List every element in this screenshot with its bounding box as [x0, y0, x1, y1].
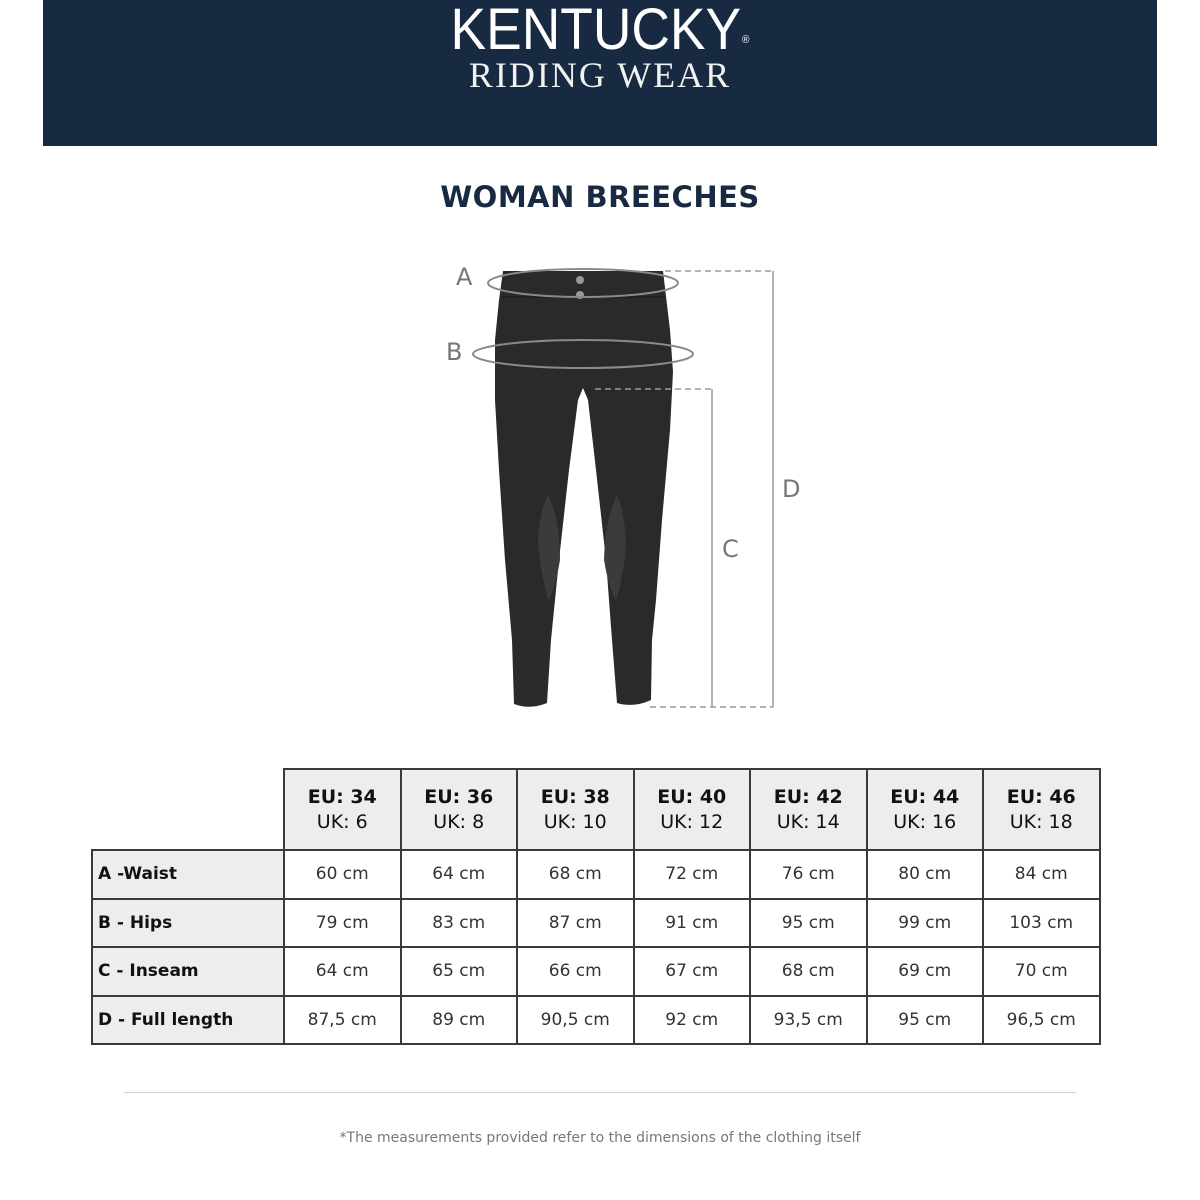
row-label: B - Hips: [92, 899, 284, 948]
table-cell: 76 cm: [750, 850, 867, 899]
knee-grip-right: [604, 495, 626, 600]
table-row-hips: [92, 899, 1100, 948]
table-cell: 83 cm: [401, 899, 518, 948]
label-d: D: [782, 475, 801, 503]
table-cell: 69 cm: [867, 947, 984, 996]
size-column-header: EU: 34 UK: 6: [284, 769, 401, 850]
size-column-header: EU: 42 UK: 14: [750, 769, 867, 850]
footnote: *The measurements provided refer to the dimensions of the clothing itself: [339, 1130, 861, 1146]
table-cell: 99 cm: [867, 899, 984, 948]
table-cell: 90,5 cm: [517, 996, 634, 1045]
size-column-header: EU: 44 UK: 16: [867, 769, 984, 850]
waist-measure-ring: [488, 269, 678, 297]
table-cell: 66 cm: [517, 947, 634, 996]
table-cell: 65 cm: [401, 947, 518, 996]
button-icon: [576, 291, 584, 299]
table-row-full-length: [92, 996, 1100, 1045]
table-cell: 67 cm: [634, 947, 751, 996]
table-cell: 60 cm: [284, 850, 401, 899]
table-cell: 79 cm: [284, 899, 401, 948]
table-cell: 80 cm: [867, 850, 984, 899]
brand-subtitle: RIDING WEAR: [468, 55, 732, 95]
table-cell: 72 cm: [634, 850, 751, 899]
brand-name: KENTUCKY: [450, 0, 742, 62]
table-cell: 95 cm: [867, 996, 984, 1045]
row-label: A -Waist: [92, 850, 284, 899]
table-cell: 103 cm: [983, 899, 1100, 948]
table-cell: 89 cm: [401, 996, 518, 1045]
table-row-inseam: [92, 947, 1100, 996]
hips-measure-ring: [473, 340, 693, 368]
table-cell: 64 cm: [401, 850, 518, 899]
row-label: C - Inseam: [92, 947, 284, 996]
table-cell: 87,5 cm: [284, 996, 401, 1045]
table-cell: 64 cm: [284, 947, 401, 996]
label-a: A: [456, 263, 473, 291]
divider: [124, 1092, 1076, 1093]
table-cell: 93,5 cm: [750, 996, 867, 1045]
page-title: WOMAN BREECHES: [440, 180, 760, 214]
table-corner: [92, 769, 284, 850]
size-header-row: [92, 769, 1100, 850]
table-cell: 68 cm: [750, 947, 867, 996]
size-column-header: EU: 36 UK: 8: [401, 769, 518, 850]
table-cell: 91 cm: [634, 899, 751, 948]
size-chart-table: [91, 768, 1101, 1045]
table-cell: 96,5 cm: [983, 996, 1100, 1045]
size-column-header: EU: 46 UK: 18: [983, 769, 1100, 850]
table-row-waist: [92, 850, 1100, 899]
full-length-measure-line: [650, 271, 773, 707]
table-cell: 84 cm: [983, 850, 1100, 899]
table-cell: 87 cm: [517, 899, 634, 948]
breeches-illustration: [495, 271, 673, 707]
table-cell: 68 cm: [517, 850, 634, 899]
label-c: C: [722, 535, 739, 563]
inseam-measure-line: [595, 389, 712, 707]
registered-mark: ®: [742, 34, 750, 46]
button-icon: [576, 276, 584, 284]
size-column-header: EU: 38 UK: 10: [517, 769, 634, 850]
table-cell: 70 cm: [983, 947, 1100, 996]
label-b: B: [446, 338, 463, 366]
knee-grip-left: [538, 495, 560, 600]
size-column-header: EU: 40 UK: 12: [634, 769, 751, 850]
table-cell: 92 cm: [634, 996, 751, 1045]
row-label: D - Full length: [92, 996, 284, 1045]
table-cell: 95 cm: [750, 899, 867, 948]
brand-banner: [43, 0, 1157, 146]
